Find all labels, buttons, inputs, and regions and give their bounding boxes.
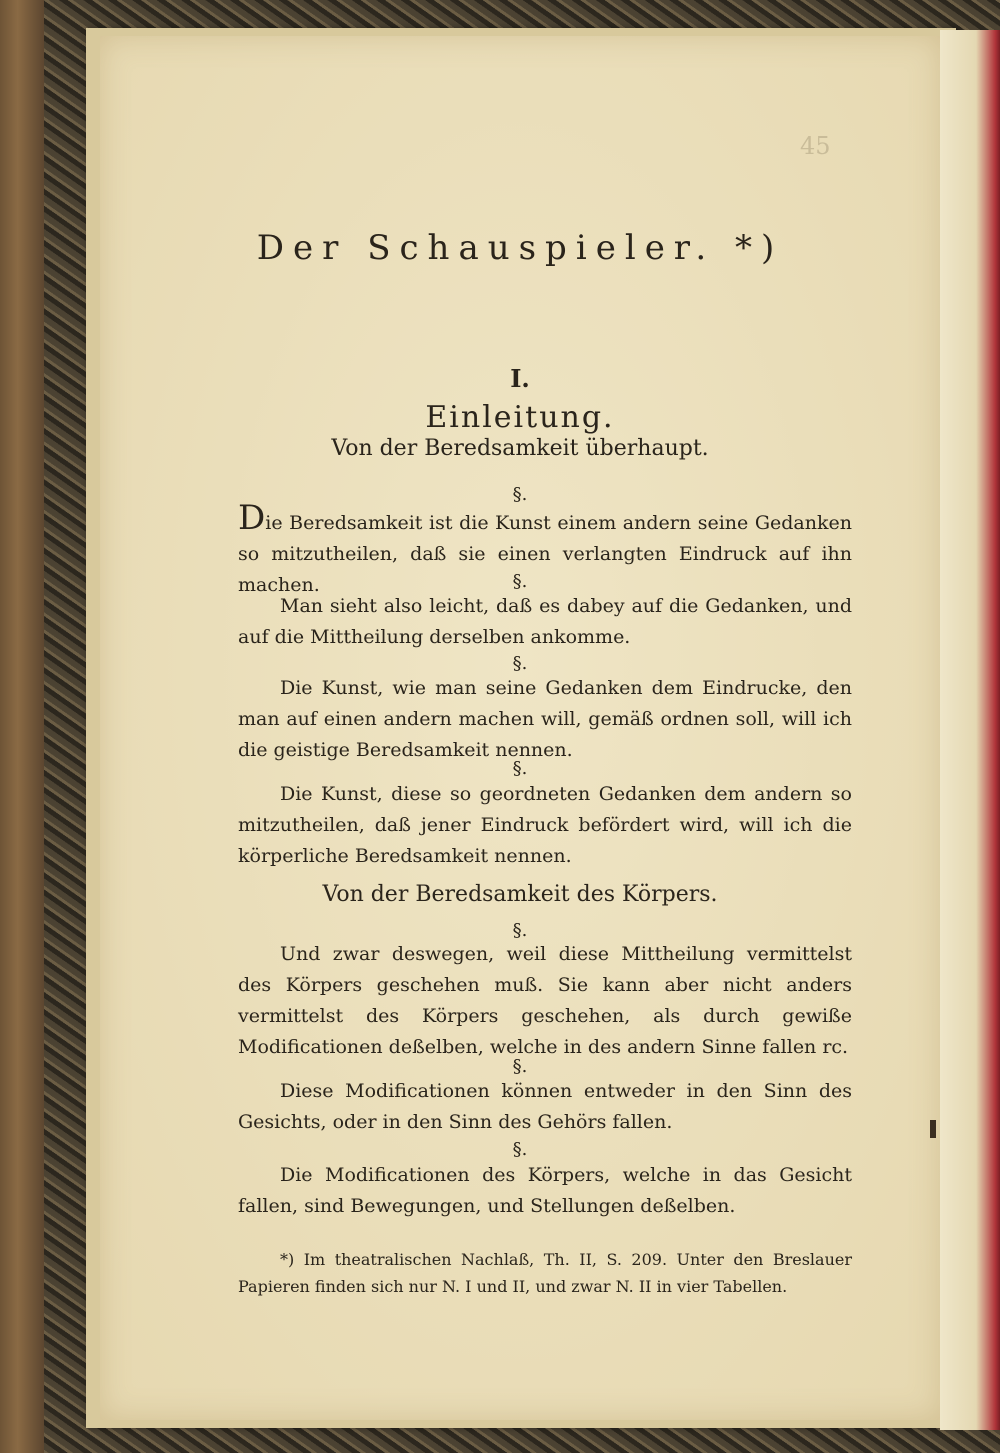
paragraph-text: ie Beredsamkeit ist die Kunst einem andern seine Gedanken so mitzutheilen, daß sie einen verlangten Eindruck auf ihn machen.	[238, 512, 852, 596]
part-numeral: I.	[510, 364, 530, 393]
section-sign: §.	[512, 758, 528, 779]
subheading-beredsamkeit: Von der Beredsamkeit überhaupt.	[331, 436, 709, 461]
paragraph-2: Man sieht also leicht, daß es dabey auf die Gedanken, und auf die Mittheilung derselben ankomme.	[238, 595, 852, 648]
section-sign: §.	[512, 653, 528, 674]
paragraph-3: Die Kunst, wie man seine Gedanken dem Eindrucke, den man auf einen andern machen will, gemäß ordnen soll, will ich die geistige Beredsamkeit nennen.	[238, 677, 852, 761]
subheading-koerper: Von der Beredsamkeit des Körpers.	[322, 882, 718, 907]
bleed-through-page-number: 45	[800, 132, 831, 160]
paragraph-5: Und zwar deswegen, weil diese Mittheilung vermittelst des Körpers geschehen muß. Sie kann aber nicht anders vermittelst des Körpers geschehen, als durch gewiße Modificationen deßelben, welche in des andern Sinne fallen rc.	[238, 943, 852, 1058]
page-title: Der Schauspieler. *)	[256, 228, 784, 268]
section-heading: Einleitung.	[425, 400, 615, 435]
paragraph-7: Die Modificationen des Körpers, welche in das Gesicht fallen, sind Bewegungen, und Stellungen deßelben.	[238, 1164, 852, 1217]
page-stack-right	[940, 30, 1000, 1430]
section-sign: §.	[512, 484, 528, 505]
section-sign: §.	[512, 1056, 528, 1077]
section-sign: §.	[512, 1139, 528, 1160]
paragraph-4: Die Kunst, diese so geordneten Gedanken dem andern so mitzutheilen, daß jener Eindruck befördert wird, will ich die körperliche Beredsamkeit nennen.	[238, 783, 852, 867]
drop-cap: D	[238, 498, 266, 538]
paragraph-6: Diese Modificationen können entweder in den Sinn des Gesichts, oder in den Sinn des Gehörs fallen.	[238, 1080, 852, 1133]
binding-mark	[930, 1120, 936, 1138]
footnote: *) Im theatralischen Nachlaß, Th. II, S. 209. Unter den Breslauer Papieren finden sich nur N. I und II, und zwar N. II in vier Tabellen.	[238, 1250, 852, 1296]
section-sign: §.	[512, 571, 528, 592]
page-content	[100, 36, 940, 1420]
leather-spine	[0, 0, 44, 1453]
section-sign: §.	[512, 920, 528, 941]
book-page	[100, 36, 940, 1420]
